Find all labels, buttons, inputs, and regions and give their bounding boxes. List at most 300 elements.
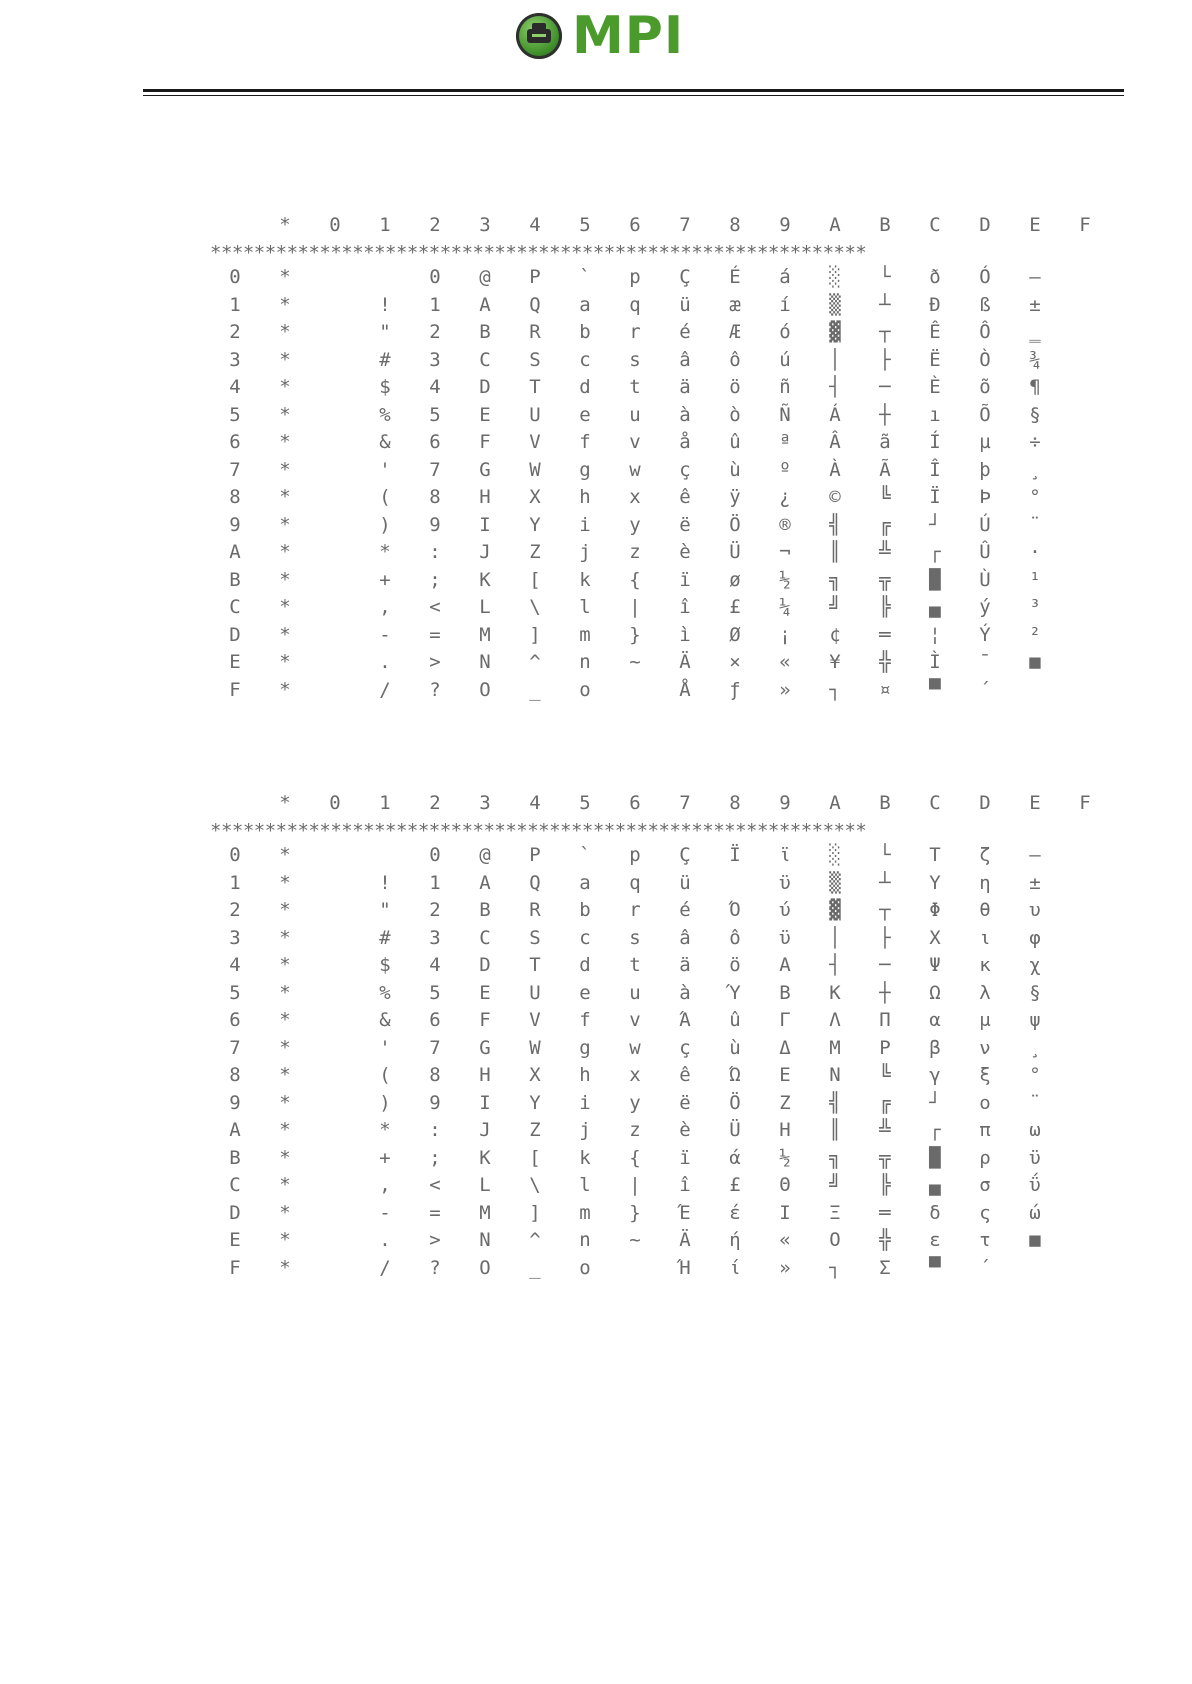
char-cell: h (579, 1064, 591, 1086)
char-cell: ┤ (829, 954, 841, 976)
char-cell: ¦ (929, 623, 941, 646)
char-cell: { (629, 1146, 641, 1169)
char-cell: λ (979, 981, 991, 1004)
char-cell: P (529, 266, 541, 288)
row-star: * (279, 1146, 291, 1169)
char-cell: ð (929, 266, 941, 288)
row-label: 4 (229, 376, 241, 398)
char-cell: H (479, 1064, 491, 1086)
column-header: 6 (629, 792, 641, 814)
char-cell: ■ (1029, 1229, 1041, 1251)
column-header: 5 (579, 792, 591, 814)
table-row (210, 1062, 1080, 1090)
char-cell: ã (879, 431, 891, 453)
column-header: A (829, 792, 841, 814)
char-cell: ¿ (779, 486, 791, 508)
char-cell: û (729, 431, 741, 453)
char-cell: j (579, 1119, 591, 1141)
row-star: * (279, 321, 291, 343)
row-star: * (279, 954, 291, 976)
char-cell: ░ (829, 266, 841, 288)
char-cell: ░ (829, 844, 841, 866)
char-cell: ï (679, 1146, 691, 1169)
char-cell: æ (729, 293, 741, 316)
char-cell: Ξ (829, 1201, 841, 1224)
char-cell: ζ (979, 844, 991, 866)
char-cell: δ (929, 1201, 941, 1224)
char-cell: ë (679, 513, 691, 536)
char-cell: $ (379, 376, 391, 398)
char-cell: â (679, 926, 691, 949)
char-cell: K (479, 568, 491, 591)
column-header: B (879, 214, 891, 236)
char-cell: K (479, 1146, 491, 1169)
row-label: F (229, 678, 241, 701)
char-cell: Κ (829, 981, 841, 1004)
char-cell: s (629, 926, 641, 949)
char-cell: ή (729, 1229, 741, 1251)
row-label: 8 (229, 1064, 241, 1086)
char-cell: | (629, 596, 641, 618)
char-cell: $ (379, 954, 391, 976)
char-cell: - (379, 623, 391, 646)
row-star: * (279, 486, 291, 508)
char-cell: q (629, 871, 641, 894)
char-cell: ½ (779, 568, 791, 591)
row-label: C (229, 1174, 241, 1196)
table-row (210, 1255, 1080, 1283)
char-cell: > (429, 651, 441, 673)
char-cell: ? (429, 1256, 441, 1279)
char-cell: ╠ (879, 1174, 891, 1196)
char-cell: v (629, 431, 641, 453)
char-cell: ¹ (1029, 568, 1041, 591)
char-cell: A (479, 293, 491, 316)
table-row (210, 512, 1080, 540)
char-cell: i (579, 1091, 591, 1114)
row-label: 0 (229, 844, 241, 866)
row-star: * (279, 1009, 291, 1031)
char-cell: 1 (429, 871, 441, 894)
separator-line: ************************************************************ (210, 820, 867, 842)
char-cell: θ (979, 899, 991, 921)
char-cell: ╬ (879, 651, 891, 673)
char-cell: ù (729, 1036, 741, 1059)
char-cell: Z (529, 541, 541, 563)
char-cell: Φ (929, 899, 941, 921)
char-cell: Å (679, 678, 691, 701)
column-header: F (1079, 792, 1091, 814)
char-cell: ä (679, 376, 691, 398)
char-cell: – (1029, 266, 1041, 288)
char-cell: n (579, 651, 591, 673)
row-star: * (279, 981, 291, 1004)
table-row (210, 292, 1080, 320)
column-header: 7 (679, 214, 691, 236)
char-cell: ύ (779, 899, 791, 921)
char-cell: Ã (879, 458, 891, 481)
char-cell: f (579, 431, 591, 453)
row-label: A (229, 1119, 241, 1141)
char-cell: 2 (429, 321, 441, 343)
column-header: 8 (729, 214, 741, 236)
column-header: C (929, 214, 941, 236)
table-row (210, 897, 1080, 925)
char-cell: i (579, 513, 591, 536)
row-star: * (279, 678, 291, 701)
char-cell: é (679, 899, 691, 921)
char-cell: e (579, 981, 591, 1004)
char-cell: ╝ (829, 1174, 841, 1196)
table-row (210, 594, 1080, 622)
char-cell: ¾ (1029, 348, 1041, 371)
char-cell: Î (929, 458, 941, 481)
char-cell: Ü (729, 541, 741, 563)
char-cell: ╝ (829, 596, 841, 618)
char-cell: S (529, 926, 541, 949)
char-cell: Þ (979, 486, 991, 508)
char-cell: \ (529, 596, 541, 618)
char-cell: õ (979, 376, 991, 398)
char-cell: α (929, 1009, 941, 1031)
char-cell: Đ (929, 293, 941, 316)
row-star: * (279, 403, 291, 426)
char-cell: τ (979, 1229, 991, 1251)
char-cell: ü (679, 293, 691, 316)
char-cell: < (429, 1174, 441, 1196)
char-cell: 4 (429, 954, 441, 976)
char-cell: W (529, 458, 541, 481)
row-star: * (279, 1091, 291, 1114)
char-cell: } (629, 623, 641, 646)
char-cell: ¡ (779, 623, 791, 646)
char-cell: u (629, 981, 641, 1004)
char-cell: g (579, 458, 591, 481)
char-cell: Τ (929, 844, 941, 866)
char-cell: » (779, 678, 791, 701)
row-label: 5 (229, 981, 241, 1004)
char-cell: è (679, 541, 691, 563)
char-cell: 8 (429, 1064, 441, 1086)
char-cell: Ö (729, 1091, 741, 1114)
char-cell: ▄ (929, 1174, 941, 1196)
row-label: 8 (229, 486, 241, 508)
char-cell: á (779, 266, 791, 288)
char-cell: ώ (1029, 1201, 1041, 1224)
char-cell: 9 (429, 513, 441, 536)
char-cell: g (579, 1036, 591, 1059)
char-cell: ┴ (879, 293, 891, 316)
char-cell: ╗ (829, 568, 841, 591)
row-label: 7 (229, 1036, 241, 1059)
row-label: 1 (229, 871, 241, 894)
char-cell: V (529, 431, 541, 453)
char-cell: k (579, 1146, 591, 1169)
char-cell: Ζ (779, 1091, 791, 1114)
char-cell: Χ (929, 926, 941, 949)
row-label: 1 (229, 293, 241, 316)
row-label: 3 (229, 926, 241, 949)
char-cell: ξ (979, 1064, 991, 1086)
char-cell: Ò (979, 348, 991, 371)
char-cell: I (479, 1091, 491, 1114)
row-label: 9 (229, 1091, 241, 1114)
row-star: * (279, 926, 291, 949)
char-cell: Ú (979, 513, 991, 536)
char-cell: w (629, 458, 641, 481)
table-row (210, 842, 1080, 870)
row-label: A (229, 541, 241, 563)
char-cell: O (479, 678, 491, 701)
char-cell: Β (779, 981, 791, 1004)
char-cell: κ (979, 954, 991, 976)
char-cell: Û (979, 541, 991, 563)
char-cell: b (579, 321, 591, 343)
char-cell: w (629, 1036, 641, 1059)
char-cell: ú (779, 348, 791, 371)
char-cell: E (479, 403, 491, 426)
table-row (210, 1117, 1080, 1145)
char-cell: ά (729, 1146, 741, 1169)
char-cell: q (629, 293, 641, 316)
char-cell: F (479, 431, 491, 453)
char-cell: L (479, 596, 491, 618)
char-cell: å (679, 431, 691, 453)
char-cell: 3 (429, 926, 441, 949)
char-cell: █ (929, 568, 941, 591)
char-cell: ) (379, 1091, 391, 1114)
char-cell: Ï (929, 486, 941, 508)
char-cell: 2 (429, 899, 441, 921)
char-cell: d (579, 376, 591, 398)
char-cell: ì (679, 623, 691, 646)
char-cell: Ç (679, 266, 691, 288)
char-cell: ] (529, 1201, 541, 1224)
char-cell: s (629, 348, 641, 371)
char-cell: r (629, 899, 641, 921)
char-cell: = (429, 623, 441, 646)
table-row (210, 347, 1080, 375)
char-cell: ς (979, 1201, 991, 1224)
char-cell: – (1029, 844, 1041, 866)
char-cell: ε (929, 1229, 941, 1251)
char-cell: ^ (529, 651, 541, 673)
column-header: 2 (429, 792, 441, 814)
char-cell: / (379, 678, 391, 701)
char-cell: █ (929, 1146, 941, 1169)
char-cell: ϊ (779, 844, 791, 866)
char-cell: ═ (879, 1201, 891, 1224)
char-cell: " (379, 899, 391, 921)
char-cell: Ì (929, 651, 941, 673)
row-star: * (279, 266, 291, 288)
char-cell: F (479, 1009, 491, 1031)
char-cell: ! (379, 871, 391, 894)
char-cell: z (629, 541, 641, 563)
column-header: E (1029, 214, 1041, 236)
char-cell: l (579, 1174, 591, 1196)
char-cell: π (979, 1119, 991, 1141)
char-cell: ─ (879, 954, 891, 976)
char-cell: Í (929, 431, 941, 453)
char-cell: Ö (729, 513, 741, 536)
char-cell: ý (979, 596, 991, 618)
char-cell: D (479, 376, 491, 398)
char-cell: b (579, 899, 591, 921)
char-cell: # (379, 348, 391, 371)
char-cell: └ (879, 266, 891, 288)
char-cell: [ (529, 568, 541, 591)
char-cell: ë (679, 1091, 691, 1114)
char-cell: Õ (979, 403, 991, 426)
char-cell: Ê (929, 321, 941, 343)
char-cell: ¯ (979, 651, 991, 673)
char-cell: M (479, 1201, 491, 1224)
column-header: C (929, 792, 941, 814)
char-cell: ├ (879, 348, 891, 371)
char-cell: ~ (629, 1229, 641, 1251)
char-cell: ί (729, 1256, 741, 1279)
table-row (210, 952, 1080, 980)
char-cell: © (829, 486, 841, 508)
char-cell: Ë (929, 348, 941, 371)
char-cell: ¥ (829, 651, 841, 673)
char-cell: P (529, 844, 541, 866)
char-cell: × (729, 651, 741, 673)
separator-line: ************************************************************ (210, 242, 867, 264)
table-row (210, 622, 1080, 650)
char-cell: & (379, 431, 391, 453)
column-header: F (1079, 214, 1091, 236)
char-cell: þ (979, 458, 991, 481)
table-row (210, 870, 1080, 898)
char-cell: 5 (429, 981, 441, 1004)
column-header: 9 (779, 792, 791, 814)
column-header: 9 (779, 214, 791, 236)
column-header: 8 (729, 792, 741, 814)
char-cell: ' (379, 1036, 391, 1059)
char-cell: ╬ (879, 1229, 891, 1251)
char-cell: % (379, 981, 391, 1004)
char-cell: e (579, 403, 591, 426)
char-cell: Α (779, 954, 791, 976)
char-cell: ´ (979, 1256, 991, 1279)
table-row (210, 402, 1080, 430)
row-label: D (229, 1201, 241, 1224)
row-label: 2 (229, 899, 241, 921)
char-cell: c (579, 926, 591, 949)
table-row (210, 457, 1080, 485)
char-cell: T (529, 954, 541, 976)
char-cell: 9 (429, 1091, 441, 1114)
char-cell: \ (529, 1174, 541, 1196)
char-cell: u (629, 403, 641, 426)
char-cell: U (529, 981, 541, 1004)
column-header: 3 (479, 214, 491, 236)
column-header-row (210, 208, 1091, 242)
char-cell: a (579, 293, 591, 316)
char-cell: Υ (929, 871, 941, 894)
char-cell: § (1029, 403, 1041, 426)
char-cell: ù (729, 458, 741, 481)
char-cell: ¨ (1029, 513, 1041, 536)
char-cell: ? (429, 678, 441, 701)
char-cell: M (479, 623, 491, 646)
char-cell: ƒ (729, 678, 741, 701)
char-cell: d (579, 954, 591, 976)
char-cell: ¨ (1029, 1091, 1041, 1114)
row-star: * (279, 1174, 291, 1196)
char-cell: L (479, 1174, 491, 1196)
char-cell: ╩ (879, 1119, 891, 1141)
char-cell: Æ (729, 321, 741, 343)
table-row (210, 925, 1080, 953)
char-cell: ▒ (829, 871, 841, 894)
char-cell: z (629, 1119, 641, 1141)
char-cell: # (379, 926, 391, 949)
char-cell: Ό (729, 899, 741, 921)
char-cell: ) (379, 513, 391, 536)
char-cell: Ñ (779, 403, 791, 426)
row-label: F (229, 1256, 241, 1279)
char-cell: à (679, 403, 691, 426)
row-label: 7 (229, 458, 241, 481)
char-cell: 7 (429, 1036, 441, 1059)
char-cell: │ (829, 348, 841, 371)
column-header: * (279, 792, 291, 814)
char-cell: ø (729, 568, 741, 591)
char-cell: À (829, 458, 841, 481)
row-star: * (279, 458, 291, 481)
char-cell: 0 (429, 266, 441, 288)
char-cell: ┬ (879, 321, 891, 343)
column-header: 3 (479, 792, 491, 814)
char-cell: · (1029, 541, 1041, 563)
char-cell: ┌ (929, 1119, 941, 1141)
char-cell: l (579, 596, 591, 618)
char-cell: Ü (729, 1119, 741, 1141)
table-row (210, 1172, 1080, 1200)
char-cell: ο (979, 1091, 991, 1114)
char-cell: ϋ (779, 871, 791, 894)
char-cell: ω (1029, 1119, 1041, 1141)
char-cell: Ç (679, 844, 691, 866)
char-cell: 3 (429, 348, 441, 371)
row-star: * (279, 871, 291, 894)
char-cell: T (529, 376, 541, 398)
char-cell: ¢ (829, 623, 841, 646)
row-star: * (279, 1119, 291, 1141)
char-cell: Ý (979, 623, 991, 646)
char-cell: Ι (779, 1201, 791, 1224)
column-header: D (979, 214, 991, 236)
char-cell: * (379, 1119, 391, 1141)
char-cell: m (579, 623, 591, 646)
char-cell: J (479, 541, 491, 563)
char-cell: E (479, 981, 491, 1004)
header-rule-thick (143, 89, 1124, 92)
char-cell: Π (879, 1009, 891, 1031)
char-cell: o (579, 678, 591, 701)
char-cell: é (679, 321, 691, 343)
charset-table-2 (210, 786, 1091, 1282)
char-cell: & (379, 1009, 391, 1031)
char-cell: r (629, 321, 641, 343)
char-cell: ╦ (879, 1146, 891, 1169)
column-header: B (879, 792, 891, 814)
column-header: 5 (579, 214, 591, 236)
char-cell: < (429, 596, 441, 618)
